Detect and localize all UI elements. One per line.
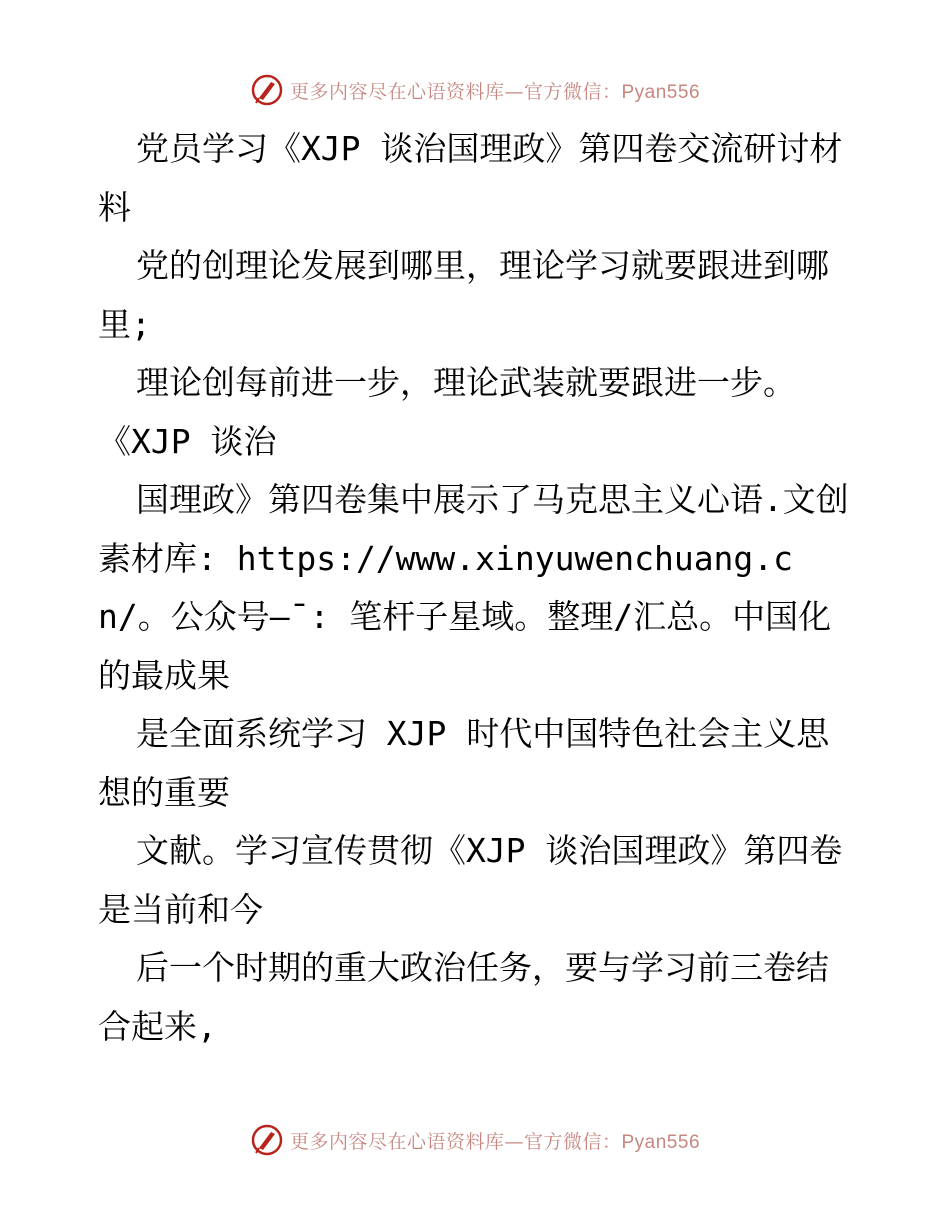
footer-banner [0, 1120, 950, 1160]
footer-banner-wechat-id: Pyan556 [621, 1131, 701, 1153]
header-banner-cn: 更多内容尽在心语资料库—官方微信： [289, 80, 622, 103]
paragraph-5: 国理政》第四卷集中展示了马克思主义心语.文创素材库: https://www.xinyuwenchuang.cn/。公众号—¯: 笔杆子星域。整理/汇总。中国化的最成果 [98, 480, 849, 695]
footer-banner-cn: 更多内容尽在心语资料库—官方微信： [289, 1130, 622, 1153]
paragraph-6: 是全面系统学习 XJP 时代中国特色社会主义思想的重要 [98, 714, 830, 812]
quill-pen-logo-icon [250, 1123, 284, 1157]
header-banner-text [290, 77, 700, 104]
paragraph-7: 文献。学习宣传贯彻《XJP 谈治国理政》第四卷是当前和今 [98, 831, 843, 929]
paragraph-2: 党的创理论发展到哪里，理论学习就要跟进到哪里; [98, 246, 829, 344]
quill-pen-logo-icon [250, 73, 284, 107]
footer-banner-text [290, 1127, 700, 1154]
header-banner-wechat-id: Pyan556 [621, 81, 701, 103]
paragraph-3: 理论创每前进一步，理论武装就要跟进一步。 [135, 363, 796, 402]
document-body [98, 120, 858, 1056]
paragraph-4: 《XJP 谈治 [98, 421, 277, 461]
header-banner [0, 70, 950, 110]
paragraph-title: 党员学习《XJP 谈治国理政》第四卷交流研讨材料 [98, 129, 843, 227]
paragraph-8: 后一个时期的重大政治任务，要与学习前三卷结合起来, [98, 948, 829, 1046]
